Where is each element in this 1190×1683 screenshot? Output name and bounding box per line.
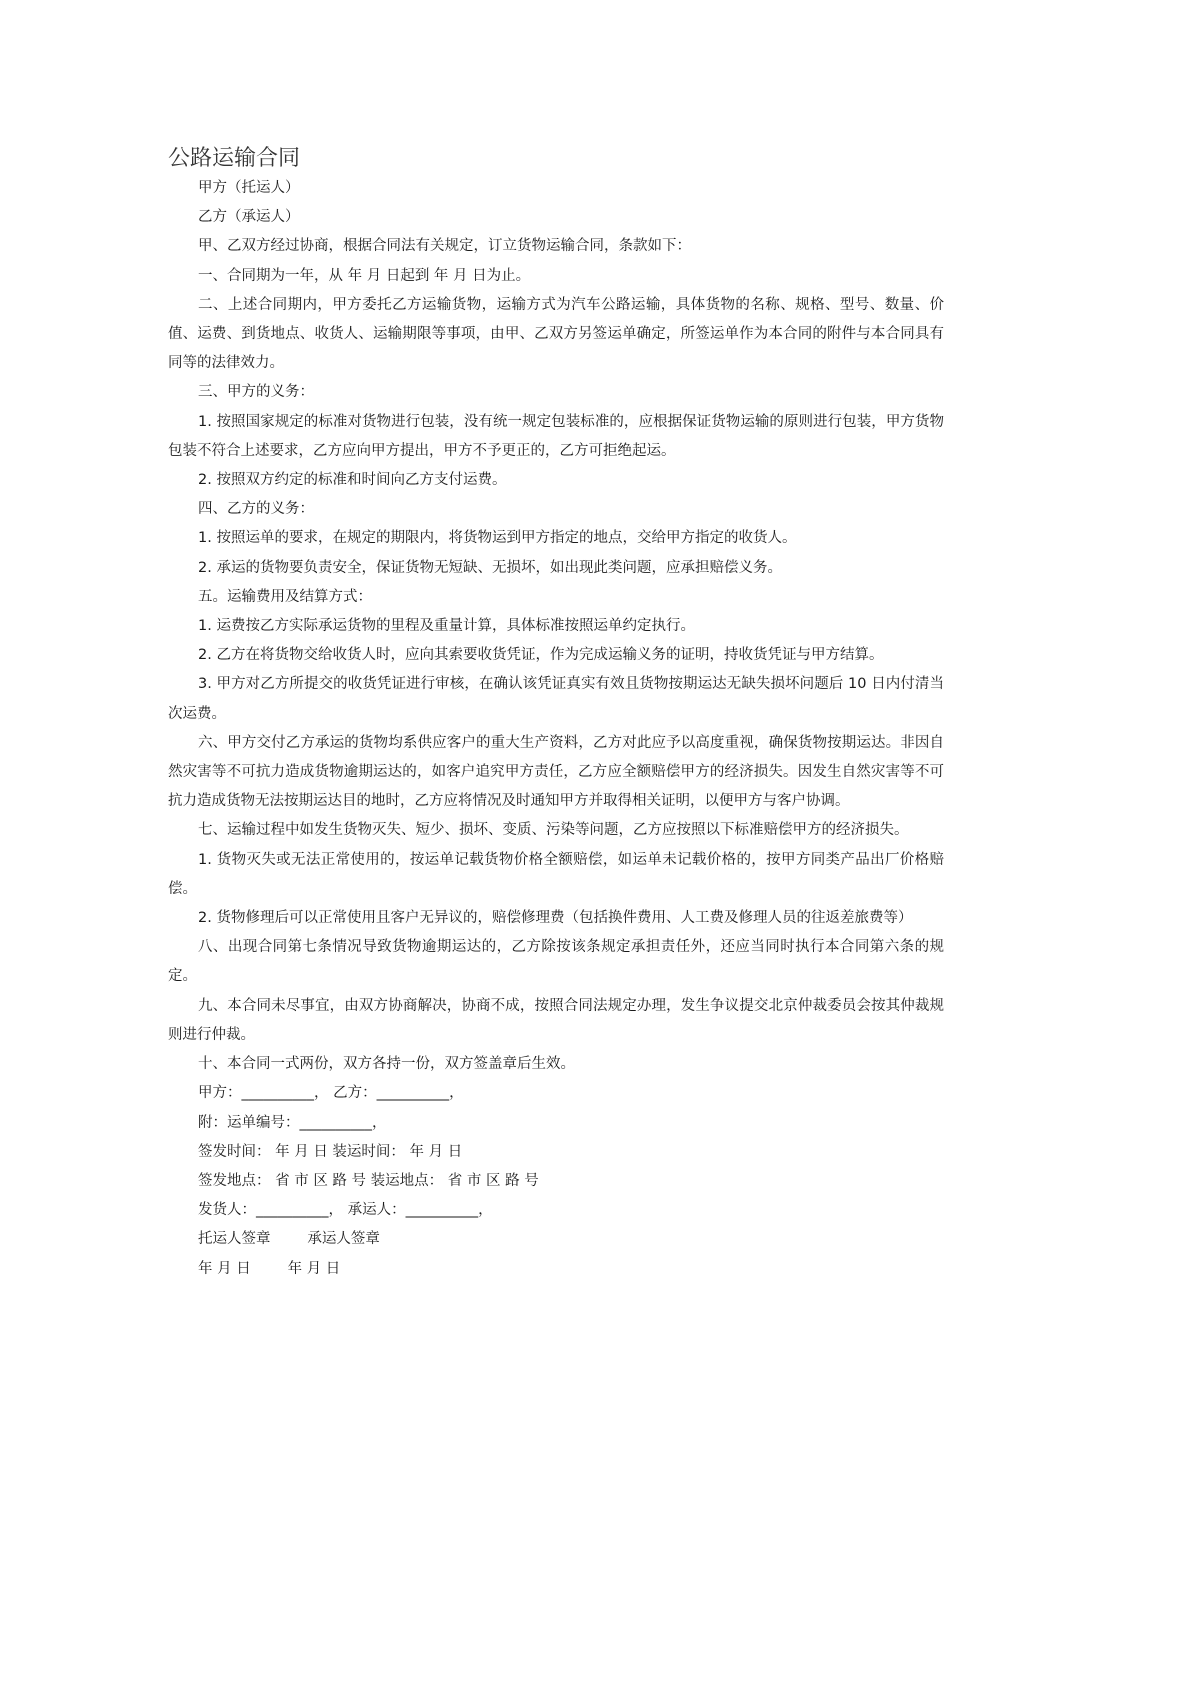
issue-and-loading-time: 签发时间： 年 月 日 装运时间： 年 月 日 [198,1143,463,1160]
clause-5-item-3: 3. 甲方对乙方所提交的收货凭证进行审核，在确认该凭证真实有效且货物按期运达无缺失损坏问题后 10 日内付清当次运费。 [168,676,944,722]
paragraph-preamble: 甲、乙双方经过协商，根据合同法有关规定，订立货物运输合同，条款如下： [198,238,691,255]
clause-3-item-1: 1. 按照国家规定的标准对货物进行包装，没有统一规定包装标准的，应根据保证货物运输的原则进行包装，甲方货物包装不符合上述要求，乙方应向甲方提出，甲方不予更正的，乙方可拒绝起运。 [168,413,944,459]
clause-9: 九、本合同未尽事宜，由双方协商解决，协商不成，按照合同法规定办理，发生争议提交北京仲裁委员会按其仲裁规则进行仲裁。 [168,997,944,1043]
clause-6: 六、甲方交付乙方承运的货物均系供应客户的重大生产资料，乙方对此应予以高度重视，确保货物按期运达。非因自然灾害等不可抗力造成货物逾期运达的，如客户追究甲方责任，乙方应全额赔偿甲方的经济损失。因发生自然灾害等不可抗力造成货物无法按期运达目的地时，乙方应将情况及时通知甲方并取得相关证明，以便甲方与客户协调。 [168,734,944,810]
clause-3-item-2: 2. 按照双方约定的标准和时间向乙方支付运费。 [198,472,507,489]
clause-7: 七、运输过程中如发生货物灭失、短少、损坏、变质、污染等问题，乙方应按照以下标准赔偿甲方的经济损失。 [198,822,909,839]
clause-8: 八、出现合同第七条情况导致货物逾期运达的，乙方除按该条规定承担责任外，还应当同时执行本合同第六条的规定。 [168,939,944,985]
clause-4-heading: 四、乙方的义务： [198,501,314,518]
clause-5-heading: 五。运输费用及结算方式： [198,588,372,605]
paragraph-party-a: 甲方（托运人） [198,180,300,196]
clause-5-item-2: 2. 乙方在将货物交给收货人时，应向其索要收货凭证，作为完成运输义务的证明，持收货凭证与甲方结算。 [198,647,884,664]
clause-10: 十、本合同一式两份，双方各持一份，双方签盖章后生效。 [198,1056,575,1073]
document-title: 公路运输合同 [168,146,301,171]
clause-4-item-2: 2. 承运的货物要负责安全，保证货物无短缺、无损坏，如出现此类问题，应承担赔偿义务。 [198,559,782,576]
clause-2: 二、上述合同期内，甲方委托乙方运输货物，运输方式为汽车公路运输，具体货物的名称、规格、型号、数量、价值、运费、到货地点、收货人、运输期限等事项，由甲、乙双方另签运单确定，所签运单作为本合同的附件与本合同具有同等的法律效力。 [168,296,944,372]
seal-labels: 托运人签章 承运人签章 [198,1231,380,1248]
clause-7-item-1: 1. 货物灭失或无法正常使用的，按运单记载货物价格全额赔偿，如运单未记载价格的，按甲方同类产品出厂价格赔偿。 [168,851,944,897]
clause-3-heading: 三、甲方的义务： [198,384,314,401]
issue-and-loading-place: 签发地点： 省 市 区 路 号 装运地点： 省 市 区 路 号 [198,1172,539,1189]
shipper-and-carrier: 发货人：__________， 承运人：__________， [198,1202,493,1219]
signature-block [168,1079,944,1283]
clause-4-item-1: 1. 按照运单的要求，在规定的期限内，将货物运到甲方指定的地点，交给甲方指定的收货人。 [198,530,797,547]
paragraph-party-b: 乙方（承运人） [198,209,300,226]
signature-parties: 甲方：__________， 乙方：__________， [198,1085,464,1102]
clause-7-item-2: 2. 货物修理后可以正常使用且客户无异议的，赔偿修理费（包括换件费用、人工费及修理人员的往返差旅费等） [198,910,913,927]
document-page [168,144,944,1284]
waybill-number: 附：运单编号：__________， [198,1114,387,1131]
clause-1: 一、合同期为一年，从 年 月 日起到 年 月 日为止。 [198,267,531,284]
clause-5-item-1: 1. 运费按乙方实际承运货物的里程及重量计算，具体标准按照运单约定执行。 [198,618,695,635]
seal-dates: 年 月 日 年 月 日 [198,1260,341,1277]
